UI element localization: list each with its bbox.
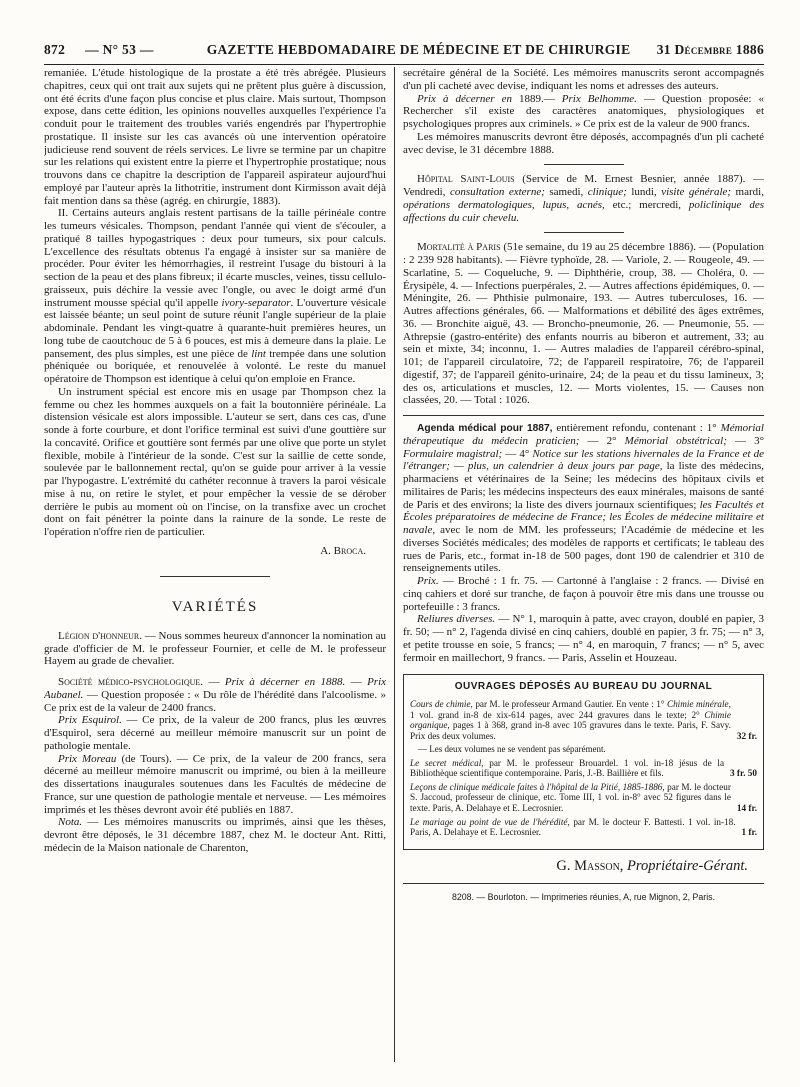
book-note: — Les deux volumes ne se vendent pas séparément. — [418, 744, 606, 755]
hopital-saint-louis-note: Hôpital Saint-Louis (Service de M. Ernest Besnier, année 1887). — Vendredi, consultation externe; samedi, clinique; lundi, visite générale; mardi, opérations dermatologiques, lupus, acnés, etc.; mercredi, policlinique des affections du cuir chevelu. — [403, 173, 764, 224]
printer-imprint: 8208. — Bourloton. — Imprimeries réunies, A, rue Mignon, 2, Paris. — [451, 891, 716, 902]
ouvrages-deposes-box — [403, 674, 764, 849]
book-entry: Le secret médical, par M. le professeur Brouardel. 1 vol. in-18 jésus de la Bibliothèque scientifique contemporaine. Paris, J.-B. Baillière et fils. 3 fr. 50 — [410, 757, 757, 779]
book-price: 1 fr. — [741, 827, 757, 838]
article-signature: A. Broca. — [320, 544, 366, 557]
section-divider — [160, 576, 270, 577]
columns — [44, 67, 764, 1062]
book-entry: Leçons de clinique médicale faites à l'hôpital de la Pitié, 1885-1886, par M. le docteur S. Jaccoud, professeur de clinique, etc. Tome III, 1 vol. in-8° avec 52 figures dans le texte. Paris, A. Delahaye et E. Lecrosnier. 14 fr. — [410, 781, 757, 813]
societe-medico-psychologique-note: Société médico-psychologique. — Prix à décerner en 1888. — Prix Aubanel. — Question proposée : « Du rôle de l'hérédité dans l'alcoolisme. » Ce prix est de la valeur de 2400 francs. — [44, 676, 387, 714]
journal-title: GAZETTE HEBDOMADAIRE DE MÉDECINE ET DE CHIRURGIE — [206, 42, 631, 57]
proprietaire-gerant: G. Masson, Propriétaire-Gérant. — [556, 857, 748, 874]
prix-belhomme: Prix à décerner en 1889.— Prix Belhomme. — Question proposée: « Rechercher s'il existe des caractères anatomiques, physiologiques et psychologiques propres aux criminels. » Ce prix est de la valeur de 900 francs. — [403, 92, 764, 130]
section-divider — [544, 164, 624, 165]
mortalite-paris-note: Mortalité à Paris (51e semaine, du 19 au 25 décembre 1886). — (Population : 2 239 928 habitants). — Fièvre typhoïde, 28. — Variole, 2. — Rougeole, 49. — Scarlatine, 5. — Coqueluche, 9. — Diphthérie, croup, 38. — Choléra, 0. — Érysipèle, 4. — Infections puerpérales, 2. — Autres affections épidémiques, 0. — Méningite, 26. — Phthisie pulmonaire, 193. — Autres tuberculoses, 16. — Autres affections générales, 66. — Malformations et débilité des âges extrêmes, 36. — Bronchite aiguë, 43. — Broncho-pneumonie, 26. — Pneumonie, 55. — Athrepsie (gastro-entérite) des enfants nourris au biberon et autrement, 33; au sein et mixte, 34; inconnu, 1. — Autres maladies de l'appareil cérébro-spinal, 101; de l'appareil circulatoire, 72; de l'appareil respiratoire, 76; de l'appareil digestif, 37; de l'appareil génito-urinaire, 24; de la peau et du tissu lamineux, 3; des os, articulations et muscles, 12. — Morts violentes, 15. — Causes non classées, 20. — Total : 1026. — [403, 241, 764, 407]
issue-number: — N° 53 — — [85, 42, 154, 57]
deposit-note: Les mémoires manuscrits devront être déposés, accompagnés d'un pli cacheté avec devise, le 31 décembre 1888. — [403, 130, 764, 156]
running-header — [44, 42, 764, 65]
review-paragraph-2: II. Certains auteurs anglais restent partisans de la taille périnéale contre les tumeurs vésicales. Thompson, pendant l'année qui vient de s'écouler, a pratiqué 8 tailles hypogastriques : deux pour tumeurs, six pour calculs. L'excellence des résultats obtenus l'a engagé à insister sur sa manière de procéder. Pour éviter les hémorrhagies, il restreint l'usage du bistouri à la section de la peau et des plans fibreux; il écarte muscles, veines, tissu cellulo-graisseux, puis déchire la vessie avec l'ongle, ou avec le doigt armé d'un instrument mousse spécial qu'il appelle ivory-separator. L'ouverture vésicale est laissée béante; un seul point de suture réunit l'angle supérieur de la plaie abdominale. Pendant les vingt-quatre à quarante-huit premières heures, un long tube de caoutchouc de 5 à 6 pouces, est mis à demeure dans la plaie. Le pansement, des plus simples, est une pièce de lint trempée dans une solution phéniquée ou boriquée, et renouvelée à volonté. Le reste du manuel opératoire de Thompson est identique à celui qu'on emploie en France. — [44, 207, 386, 385]
nota-note: Nota. — Les mémoires manuscrits ou imprimés, ainsi que les thèses, devront être déposés, le 31 décembre 1887, chez M. le docteur Ant. Ritti, médecin de la Maison nationale de Charenton, — [44, 816, 386, 854]
book-entry: Le mariage au point de vue de l'hérédité, par M. le docteur F. Battesti. 1 vol. in-18. Paris, A. Delahaye et E. Lecrosnier. 1 fr. — [410, 816, 757, 838]
agenda-bindings: Reliures diverses. — N° 1, maroquin à patte, avec crayon, doublé en papier, 3 fr. 50; — n° 2, l'agenda divisé en cinq cahiers, doublé en papier, 3 fr. 75; — n° 3, et petite trousse en soie, 5 francs; — n° 4, en maroquin, 7 francs; — n° 5, avec fermoir en maillechort, 9 francs. — Paris, Asselin et Houzeau. — [403, 613, 764, 664]
section-divider — [403, 415, 764, 416]
agenda-medical-advert: Agenda médical pour 1887, entièrement refondu, contenant : 1° Mémorial thérapeutique du médecin praticien; — 2° Mémorial obstétrical; — 3° Formulaire magistral; — 4° Notice sur les stations hivernales de la France et de l'étranger; — plus, un calendrier à deux jours par page, la liste des médecins, pharmaciens et vétérinaires de la Seine; les médecins des hôpitaux civils et militaires de Paris; les médecins inspecteurs des eaux minérales, maisons de santé de Paris et des environs; la liste des divers journaux scientifiques; les Facultés et Écoles préparatoires de médecine de France; les Écoles de médecine militaire et navale, avec le nom de MM. les professeurs; l'Académie de médecine et les diverses Sociétés médicales; des modèles de rapports et certificats; le tableau des rues de Paris, etc., format in-18 de 500 pages, dont 190 de calendrier et 310 de renseignements utiles. — [403, 422, 764, 575]
prix-esquirol: Prix Esquirol. — Ce prix, de la valeur de 200 francs, plus les œuvres d'Esquirol, sera décerné au meilleur mémoire manuscrit sur un point de pathologie mentale. — [44, 714, 386, 752]
societe-continuation: secrétaire général de la Société. Les mémoires manuscrits seront accompagnés d'un pli cacheté avec devise, indiquant les noms et adresses des auteurs. — [403, 67, 764, 92]
left-column — [44, 67, 394, 1062]
box-heading: OUVRAGES DÉPOSÉS AU BUREAU DU JOURNAL — [454, 681, 713, 693]
section-divider — [544, 232, 624, 233]
page-number: 872 — [44, 42, 66, 57]
right-column — [394, 67, 764, 1062]
review-paragraph-3: Un instrument spécial est encore mis en usage par Thompson chez la femme ou chez les hommes auxquels on a fait la boutonnière périnéale. La distension vésicale est alors impossible. L'auteur se sert, dans ces cas, d'une sonde à forte courbure, et dont l'orifice terminal est suivi d'une gouttière sur la concavité. Orifice et gouttière sont fermés par une olive que porte un stylet flexible, mobile à l'intérieur de la sonde. C'est sur la saillie de cette sonde, soulevée par le ballonnement rectal, qu'on se guide pour arriver à la vessie par l'hypogastre. L'extrémité du cathéter reconnue à travers la paroi vésicale mise à nu, on retire le stylet, et pour empêcher la vessie de se dérober derrière le pubis au moment où on l'incise, on la transfixe avec un crochet dont on fait pénétrer la pointe dans la rainure de la sonde. Le reste de l'opération n'offre rien de particulier. — [44, 385, 386, 538]
agenda-prices: Prix. — Broché : 1 fr. 75. — Cartonné à l'anglaise : 2 francs. — Divisé en cinq cahiers et doré sur tranche, de façon à pouvoir être mis dans une trousse ou portefeuille : 3 francs. — [403, 575, 764, 613]
prix-moreau: Prix Moreau (de Tours). — Ce prix, de la valeur de 200 francs, sera décerné au meilleur mémoire manuscrit ou imprimé, ou bien à la meilleure des dissertations inaugurales soutenues dans les Facultés de médecine de France, sur une question de pathologie mentale et nerveuse. — Les mémoires imprimés et les thèses devront avoir été publiés en 1887. — [44, 752, 386, 816]
review-paragraph-1: remaniée. L'étude histologique de la prostate a été très abrégée. Plusieurs chapitres, ceux qui ont trait aux sujets qui ne prêtent plus guère à discussion, ont été écrits d'une façon plus concise et plus claire. Mais surtout, Thompson expose, dans cette édition, les opinions nouvelles auxquelles l'expérience l'a conduit pour le traitement des troubles variés engendrés par l'hypertrophie prostatique. Il insiste sur les cas avancés où une intervention opératoire judicieuse rend souvent de réels services. Le livre se termine par un chapitre sur les relations qui existent entre la pierre et l'hypertrophie prostatique; nous trouvons dans ce chapitre la description de l'appareil aspirateur aujourd'hui employé par l'auteur après la lithotritie, instrument dont Kirmisson avait déjà fait mention dans sa thèse (agrég. en chirurgie, 1883). — [44, 67, 386, 207]
issue-date: 31 Décembre 1886 — [656, 42, 764, 57]
book-entry: Cours de chimie, par M. le professeur Armand Gautier. En vente : 1° Chimie minérale, 1 vol. grand in-8 de xix-614 pages, avec 244 gravures dans le texte; 2° Chimie organique, pages 1 à 368, grand in-8 avec 105 gravures dans le texte. Paris, F. Savy. Prix des deux volumes. 32 fr. — [410, 698, 757, 741]
book-price: 3 fr. 50 — [730, 768, 757, 779]
imprint-divider — [403, 883, 764, 884]
legion-honneur-note: Légion d'honneur. — Nous sommes heureux d'annoncer la nomination au grade d'officier de M. le professeur Fournier, et celle de M. le professeur Hayem au grade de chevalier. — [44, 629, 386, 668]
book-price: 32 fr. — [736, 730, 757, 741]
book-price: 14 fr. — [736, 802, 757, 813]
varietes-heading: VARIÉTÉS — [171, 598, 259, 615]
